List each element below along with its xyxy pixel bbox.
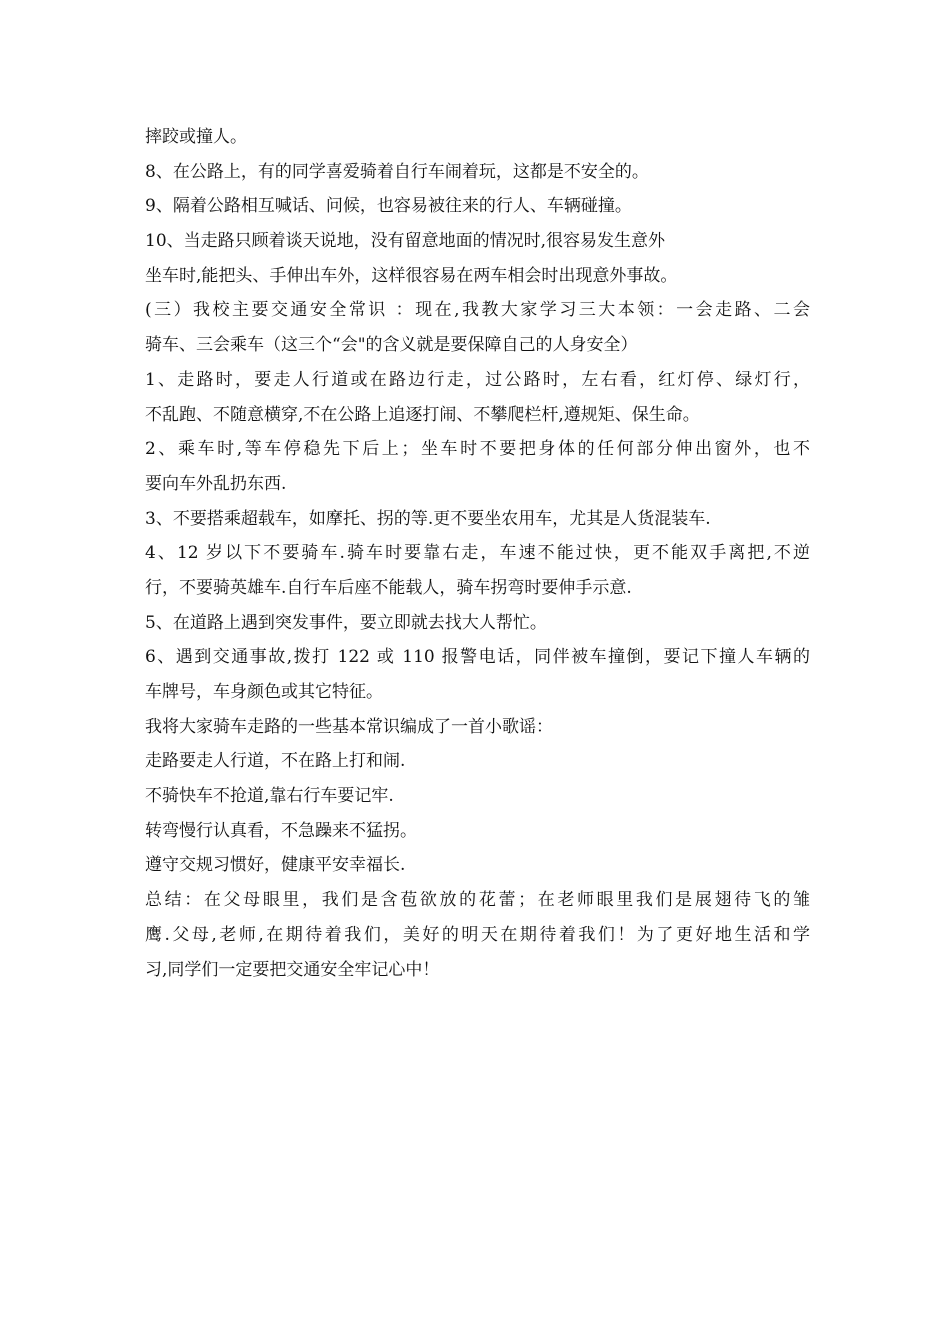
summary-line: 总结：在父母眼里，我们是含苞欲放的花蕾；在老师眼里我们是展翅待飞的雏 — [145, 890, 810, 911]
rhyme-line: 不骑快车不抢道,靠右行车要记牢. — [145, 786, 394, 807]
rhyme-line: 转弯慢行认真看，不急躁来不猛拐。 — [145, 820, 417, 841]
rhyme-line: 遵守交规习惯好，健康平安幸福长. — [145, 855, 406, 876]
text-line: 2、乘车时,等车停稳先下后上；坐车时不要把身体的任何部分伸出窗外，也不 — [145, 439, 810, 460]
text-line: 摔跤或撞人。 — [145, 127, 247, 147]
text-line: 车牌号，车身颜色或其它特征。 — [145, 682, 383, 702]
text-line: 要向车外乱扔东西. — [145, 473, 287, 494]
text-line: 坐车时,能把头、手伸出车外，这样很容易在两车相会时出现意外事故。 — [145, 265, 678, 286]
text-line: 骑车、三会乘车（这三个“会"的含义就是要保障自己的人身安全） — [145, 335, 638, 356]
rhyme-line: 走路要走人行道，不在路上打和闹. — [145, 751, 406, 772]
text-line: 6、遇到交通事故,拨打 122 或 110 报警电话，同伴被车撞倒，要记下撞人车辆的 — [145, 647, 810, 668]
text-line: 5、在道路上遇到突发事件，要立即就去找大人帮忙。 — [145, 612, 547, 633]
summary-line: 鹰.父母,老师,在期待着我们，美好的明天在期待着我们！为了更好地生活和学 — [145, 924, 810, 945]
text-line: 9、隔着公路相互喊话、问候，也容易被往来的行人、车辆碰撞。 — [145, 196, 632, 217]
text-line: 行，不要骑英雄车.自行车后座不能载人，骑车拐弯时要伸手示意. — [145, 577, 632, 598]
section-heading-line: (三）我校主要交通安全常识 ：现在,我教大家学习三大本领：一会走路、二会 — [145, 300, 810, 321]
text-line: 我将大家骑车走路的一些基本常识编成了一首小歌谣： — [145, 716, 553, 737]
text-line: 8、在公路上，有的同学喜爱骑着自行车闹着玩，这都是不安全的。 — [145, 161, 649, 182]
text-line: 10、当走路只顾着谈天说地，没有留意地面的情况时,很容易发生意外 — [145, 231, 666, 252]
text-line: 3、不要搭乘超载车，如摩托、拐的等.更不要坐农用车，尤其是人货混装车. — [145, 508, 711, 529]
summary-line: 习,同学们一定要把交通安全牢记心中！ — [145, 959, 440, 980]
text-line: 1、走路时，要走人行道或在路边行走，过公路时，左右看，红灯停、绿灯行， — [145, 369, 810, 390]
document-page — [145, 120, 810, 987]
text-line: 不乱跑、不随意横穿,不在公路上追逐打闹、不攀爬栏杆,遵规矩、保生命。 — [145, 404, 700, 425]
text-line: 4、12 岁以下不要骑车.骑车时要靠右走，车速不能过快，更不能双手离把,不逆 — [145, 543, 810, 564]
